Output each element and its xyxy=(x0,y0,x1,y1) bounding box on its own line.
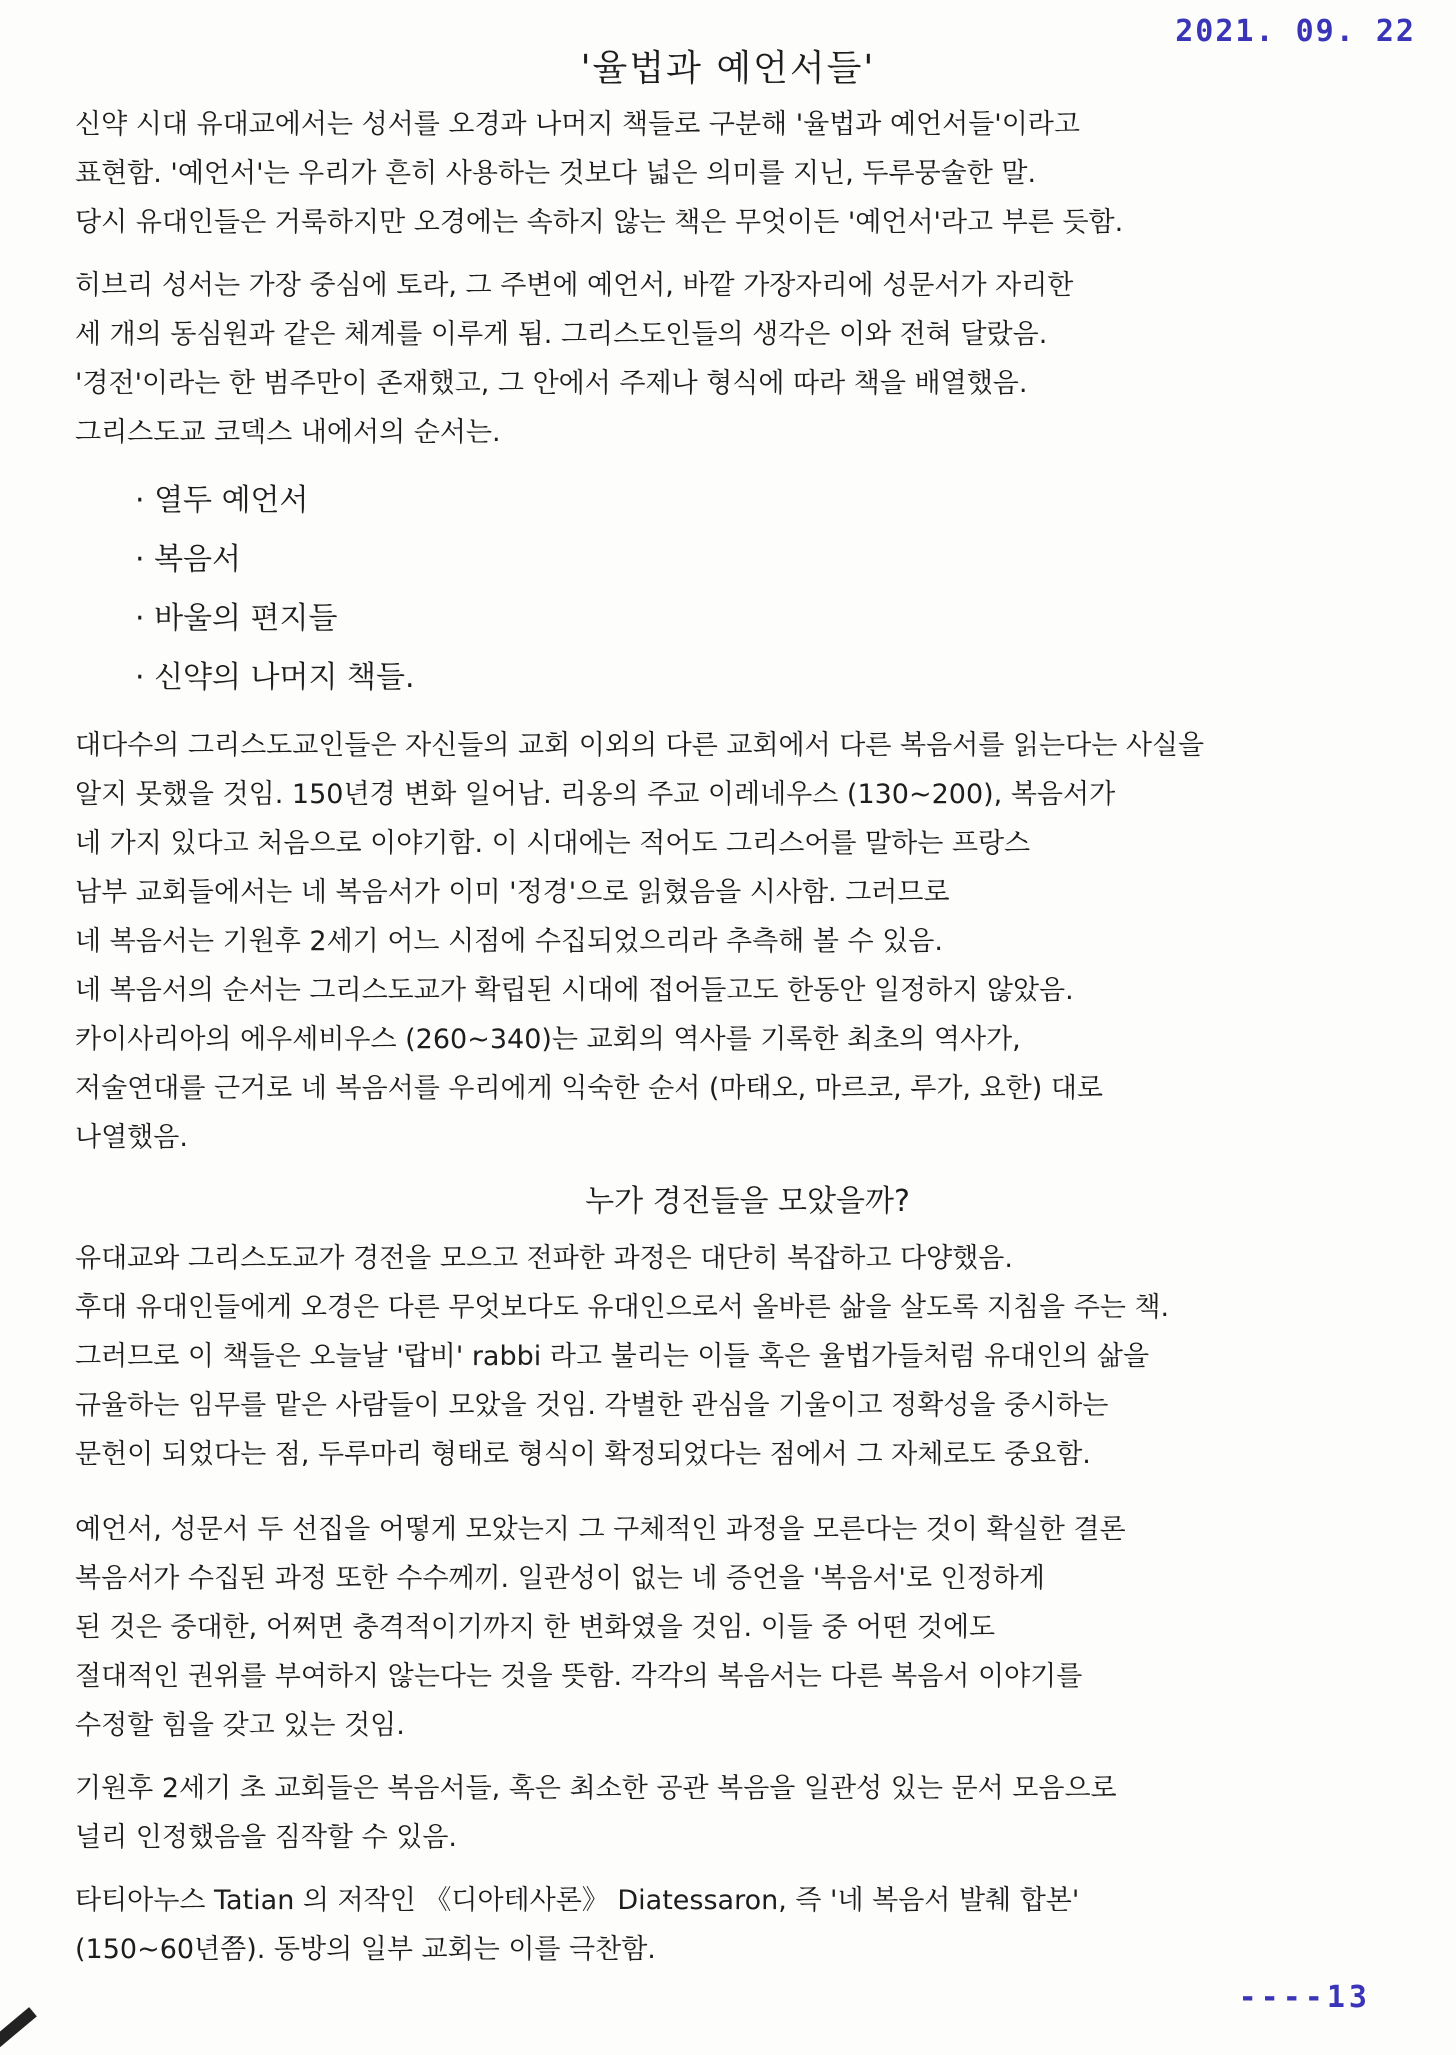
page-number: ----13 xyxy=(1238,1980,1371,2015)
text-line: 그러므로 이 책들은 오늘날 '랍비' rabbi 라고 불리는 이들 혹은 율법가들처럼 유대인의 삶을 xyxy=(75,1341,1150,1372)
list-item: · 신약의 나머지 책들. xyxy=(135,660,415,695)
text-line: 예언서, 성문서 두 선집을 어떻게 모았는지 그 구체적인 과정을 모른다는 것이 확실한 결론 xyxy=(75,1514,1126,1545)
paragraph xyxy=(75,721,1420,1162)
paragraph xyxy=(75,1505,1420,1750)
text-line: 네 복음서는 기원후 2세기 어느 시점에 수집되었으리라 추측해 볼 수 있음. xyxy=(75,926,943,957)
text-line: 유대교와 그리스도교가 경전을 모으고 전파한 과정은 대단히 복잡하고 다양했음. xyxy=(75,1243,1013,1274)
paragraph xyxy=(75,261,1420,457)
text-line: 타티아누스 Tatian 의 저작인 《디아테사론》 Diatessaron, 즉 '네 복음서 발췌 합본' xyxy=(75,1885,1080,1916)
text-line: 저술연대를 근거로 네 복음서를 우리에게 익숙한 순서 (마태오, 마르코, 루가, 요한) 대로 xyxy=(75,1073,1104,1104)
paragraph xyxy=(75,100,1420,247)
paragraph xyxy=(75,1876,1420,1974)
handwritten-notes xyxy=(75,100,1420,1988)
paragraph xyxy=(75,1764,1420,1862)
text-line: 표현함. '예언서'는 우리가 흔히 사용하는 것보다 넓은 의미를 지닌, 두루뭉술한 말. xyxy=(75,158,1037,189)
text-line: 신약 시대 유대교에서는 성서를 오경과 나머지 책들로 구분해 '율법과 예언서들'이라고 xyxy=(75,109,1080,140)
list-item: · 복음서 xyxy=(135,542,242,577)
text-line: 네 복음서의 순서는 그리스도교가 확립된 시대에 접어들고도 한동안 일정하지 않았음. xyxy=(75,975,1074,1006)
section-heading: 누가 경전들을 모았을까? xyxy=(585,1184,910,1219)
list-item: · 열두 예언서 xyxy=(135,483,309,518)
text-line: 남부 교회들에서는 네 복음서가 이미 '정경'으로 읽혔음을 시사함. 그러므로 xyxy=(75,877,950,908)
text-line: 나열했음. xyxy=(75,1122,188,1153)
text-line: '경전'이라는 한 범주만이 존재했고, 그 안에서 주제나 형식에 따라 책을 배열했음. xyxy=(75,368,1028,399)
text-line: 세 개의 동심원과 같은 체계를 이루게 됨. 그리스도인들의 생각은 이와 전혀 달랐음. xyxy=(75,319,1048,350)
scan-edge-mark xyxy=(0,2007,37,2055)
text-line: 된 것은 중대한, 어쩌면 충격적이기까지 한 변화였을 것임. 이들 중 어떤 것에도 xyxy=(75,1612,996,1643)
text-line: 후대 유대인들에게 오경은 다른 무엇보다도 유대인으로서 올바른 삶을 살도록 지침을 주는 책. xyxy=(75,1292,1170,1323)
text-line: 당시 유대인들은 거룩하지만 오경에는 속하지 않는 책은 무엇이든 '예언서'라고 부른 듯함. xyxy=(75,207,1124,238)
text-line: 기원후 2세기 초 교회들은 복음서들, 혹은 최소한 공관 복음을 일관성 있는 문서 모음으로 xyxy=(75,1773,1117,1804)
bullet-list xyxy=(135,471,1420,707)
text-line: 그리스도교 코덱스 내에서의 순서는. xyxy=(75,417,501,448)
text-line: 복음서가 수집된 과정 또한 수수께끼. 일관성이 없는 네 증언을 '복음서'로 인정하게 xyxy=(75,1563,1045,1594)
text-line: 절대적인 권위를 부여하지 않는다는 것을 뜻함. 각각의 복음서는 다른 복음서 이야기를 xyxy=(75,1661,1083,1692)
text-line: 수정할 힘을 갖고 있는 것임. xyxy=(75,1710,405,1741)
text-line: 널리 인정했음을 짐작할 수 있음. xyxy=(75,1822,457,1853)
text-line: 알지 못했을 것임. 150년경 변화 일어남. 리옹의 주교 이레네우스 (130~200), 복음서가 xyxy=(75,779,1116,810)
text-line: 히브리 성서는 가장 중심에 토라, 그 주변에 예언서, 바깥 가장자리에 성문서가 자리한 xyxy=(75,270,1074,301)
text-line: 카이사리아의 에우세비우스 (260~340)는 교회의 역사를 기록한 최초의 역사가, xyxy=(75,1024,1021,1055)
text-line: 문헌이 되었다는 점, 두루마리 형태로 형식이 확정되었다는 점에서 그 자체로도 중요함. xyxy=(75,1439,1091,1470)
list-item: · 바울의 편지들 xyxy=(135,601,338,636)
text-line: 네 가지 있다고 처음으로 이야기함. 이 시대에는 적어도 그리스어를 말하는 프랑스 xyxy=(75,828,1031,859)
page-title: '율법과 예언서들' xyxy=(580,48,876,89)
text-line: (150~60년쯤). 동방의 일부 교회는 이를 극찬함. xyxy=(75,1934,656,1965)
date-stamp: 2021. 09. 22 xyxy=(1175,14,1416,49)
text-line: 대다수의 그리스도교인들은 자신들의 교회 이외의 다른 교회에서 다른 복음서를 읽는다는 사실을 xyxy=(75,730,1205,761)
text-line: 규율하는 임무를 맡은 사람들이 모았을 것임. 각별한 관심을 기울이고 정확성을 중시하는 xyxy=(75,1390,1109,1421)
paragraph xyxy=(75,1234,1420,1479)
